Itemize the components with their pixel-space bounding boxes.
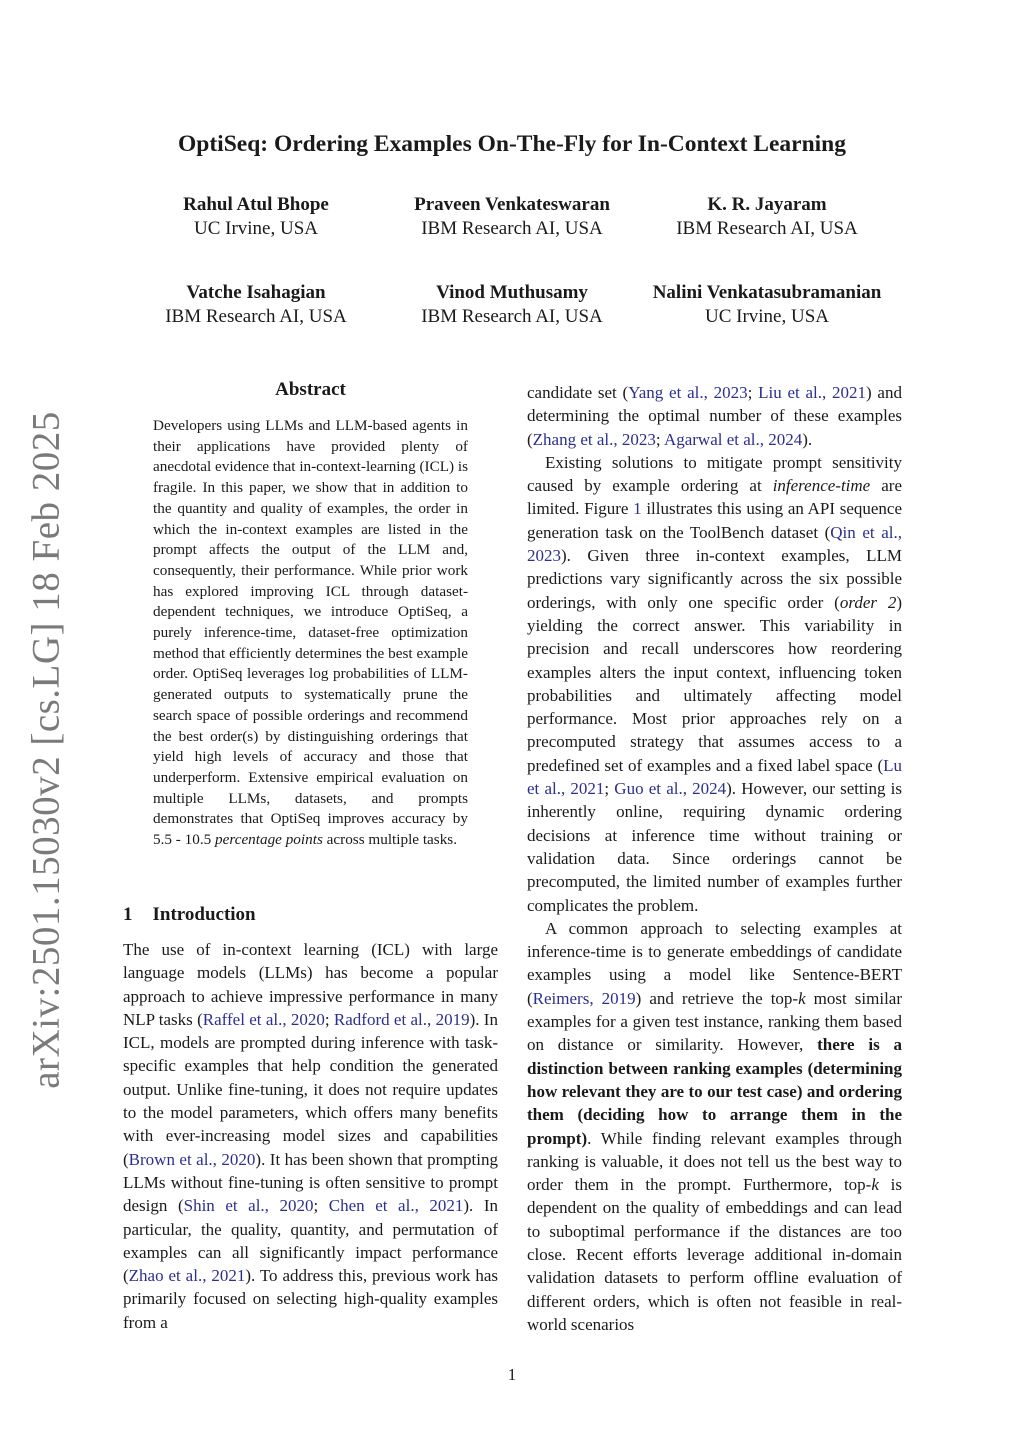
text-run: ) yielding the correct answer. This variability in precision and recall underscores how reordering examples alters the input context, influencing token probabilities and ultimately affecting model performance. Most prior approaches rely on a precomputed strategy that assumes access to a predefined set of examples and a fixed label space ( [527,592,902,775]
citation-link[interactable]: Liu et al., 2021 [758,383,866,402]
text-run: . While finding relevant examples through ranking is valuable, it does not tell us the best way to order them in the prompt. Furthermore, top- [527,1128,902,1195]
section-title: Introduction [152,904,256,925]
author-block [106,281,406,329]
abstract-ending: across multiple tasks. [326,831,457,849]
text-run: are limited. Figure [527,476,902,519]
arxiv-identifier-stamp: arXiv:2501.15030v2 [cs.LG] 18 Feb 2025 [24,411,68,1089]
text-run: Existing solutions to mitigate prompt sensitivity caused by example ordering at [527,452,902,496]
citation-link[interactable]: Shin et al., 2020 [183,1196,314,1216]
author-name: Praveen Venkateswaran [414,194,610,215]
text-run: The use of in-context learning (ICL) with large language models (LLMs) has become a popular approach to achieve impressive performance in many NLP tasks ( [123,940,498,1029]
abstract-body-text: Developers using LLMs and LLM-based agents in their applications have provided plenty of anecdotal evidence that in-context-learning (ICL) is fragile. In this paper, we show that in addition to the quantity and quality of examples, the order in which the in-context examples are listed in the prompt affects the output of the LLM and, consequently, their performance. While prior work has explored improving ICL through dataset-dependent techniques, we introduce OptiSeq, a purely inference-time, dataset-free optimization method that efficiently determines the best example order. OptiSeq leverages log probabilities of LLM-generated outputs to systematically prune the search space of possible orderings and recommend the best order(s) by distinguishing orderings that yield high levels of accuracy and those that underperform. Extensive empirical evaluation on multiple LLMs, datasets, and prompts demonstrates that OptiSeq improves accuracy by 5.5 - 10.5 [153,417,469,849]
abstract-emphasis: percentage points [215,831,323,849]
body-paragraph [527,381,902,451]
section-heading-introduction [123,904,256,926]
author-name: Vinod Muthusamy [436,282,588,303]
citation-link[interactable]: Lu et al., 2021 [527,755,902,799]
text-run: A common approach to selecting examples at inference-time is to generate embeddings of candidate examples using a model like Sentence-BERT ( [527,918,902,1008]
abstract-heading: Abstract [275,379,346,400]
citation-link[interactable]: Agarwal et al., 2024 [663,429,803,449]
citation-link[interactable]: Guo et al., 2024 [614,779,727,799]
text-run: ). In ICL, models are prompted during inference with task-specific examples that help condition the generated output. Unlike fine-tuning, it does not require updates to the model parameters, which offers many benefits with ever-increasing model sizes and capabilities ( [123,1009,498,1169]
body-paragraph [527,451,902,917]
citation-link[interactable]: Zhang et al., 2023 [532,429,656,449]
citation-link[interactable]: Yang et al., 2023 [628,383,748,402]
author-name: K. R. Jayaram [707,194,827,215]
author-block [617,193,917,241]
author-affiliation: UC Irvine, USA [193,218,319,239]
citation-link[interactable]: Radford et al., 2019 [333,1009,470,1029]
text-run: ). Given three in-context examples, LLM predictions vary significantly across the six possible orderings, with only one specific order ( [527,546,902,612]
abstract-text [153,416,468,851]
author-affiliation: IBM Research AI, USA [421,306,603,327]
citation-link[interactable]: Zhao et al., 2021 [128,1266,246,1286]
text-run: ; [604,779,615,799]
citation-link[interactable]: Raffel et al., 2020 [202,1009,325,1029]
paper-title: OptiSeq: Ordering Examples On-The-Fly for In-Context Learning [177,131,847,157]
text-run: illustrates this using an API sequence generation task on the ToolBench dataset ( [527,499,902,542]
author-name: Vatche Isahagian [186,282,326,303]
text-run: ). However, our setting is inherently online, requiring dynamic ordering decisions at inference time without training or validation data. Since orderings cannot be precomputed, the limited number of examples further complicates the problem. [527,779,902,915]
author-name: Nalini Venkatasubramanian [652,282,882,303]
text-run: ; [655,429,664,449]
italic-emphasis: order 2 [839,592,897,612]
author-affiliation: UC Irvine, USA [704,306,830,327]
citation-link[interactable]: Qin et al., 2023 [527,522,902,566]
right-column [527,381,902,1336]
text-run: ; [747,383,759,402]
page-number: 1 [507,1365,517,1384]
author-block [106,193,406,241]
text-run: ) and determining the optimal number of these examples ( [527,383,902,449]
bold-emphasis: there is a distinction between ranking examples (determining how relevant they are to our test case) and ordering them (deciding how to arrange them in the prompt) [527,1035,902,1148]
section-number: 1 [123,904,133,925]
text-run: ). To address this, previous work has primarily focused on selecting high-quality examples from a [123,1266,498,1332]
text-run: ; [324,1009,334,1029]
author-affiliation: IBM Research AI, USA [421,218,603,239]
citation-link[interactable]: 1 [633,499,642,519]
text-run: candidate set ( [527,383,629,402]
italic-emphasis: inference-time [772,476,871,496]
italic-emphasis: k [798,988,806,1008]
citation-link[interactable]: Brown et al., 2020 [128,1149,256,1169]
text-run: most similar examples for a given test instance, ranking them based on distance or similarity. However, [527,988,902,1055]
citation-link[interactable]: Chen et al., 2021 [328,1196,464,1216]
citation-link[interactable]: Reimers, 2019 [532,988,636,1008]
author-block [617,281,917,329]
text-run: is dependent on the quality of embeddings and can lead to suboptimal performance if the distances are too close. Recent efforts leverage additional in-domain validation datasets to perform offline evaluation of different orders, which is often not feasible in real-world scenarios [527,1175,902,1334]
body-paragraph [527,917,902,1336]
italic-emphasis: k [871,1175,879,1195]
text-run: ; [313,1196,329,1216]
author-affiliation: IBM Research AI, USA [676,218,858,239]
text-run: ) and retrieve the top- [635,988,799,1008]
text-run: ). In particular, the quality, quantity, and permutation of examples can all significantly impact performance ( [123,1196,499,1286]
text-run: ). It has been shown that prompting LLMs without fine-tuning is often sensitive to prompt design ( [123,1149,498,1216]
author-name: Rahul Atul Bhope [183,194,329,215]
author-affiliation: IBM Research AI, USA [165,306,347,327]
intro-paragraph [123,938,498,1334]
text-run: ). [802,429,813,449]
